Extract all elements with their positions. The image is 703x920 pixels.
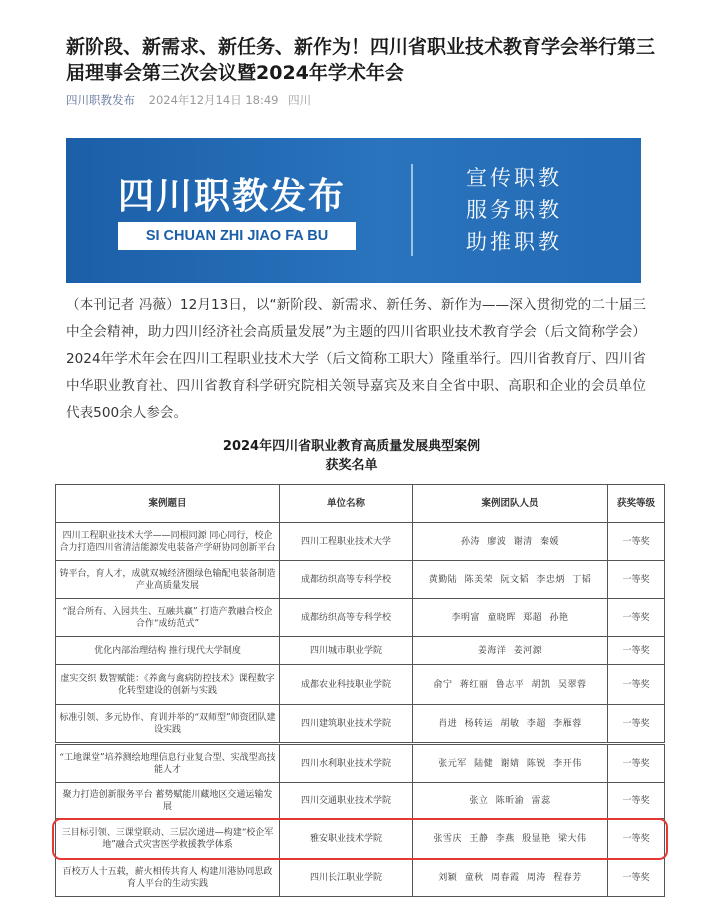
article-body: （本刊记者 冯薇）12月13日，以“新阶段、新需求、新任务、新作为——深入贯彻党的二十届三中全会精神，助力四川经济社会高质量发展”为主题的四川省职业技术教育学会（后文简称学会）2024年学术年会在四川工程职业技术大学（后文简称工职大）隆重举行。四川省教育厅、四川省中华职业教育社、四川省教育科学研究院相关领导嘉宾及来自全省中职、高职和企业的会员单位代表500余人参会。: [66, 297, 646, 421]
table-header-row: [56, 485, 665, 523]
article-title: 新阶段、新需求、新任务、新作为！四川省职业技术教育学会举行第三届理事会第三次会议暨2024年学术年会: [66, 36, 656, 84]
case-title-cell: 优化内部治理结构 推行现代大学制度: [56, 637, 280, 665]
table-row: [56, 561, 665, 599]
table-title-line: 2024年四川省职业教育高质量发展典型案例: [222, 439, 481, 454]
banner-slogan: 宣传职教: [466, 166, 562, 190]
case-title-cell: 聚力打造创新服务平台 蓄势赋能川藏地区交通运输发展: [56, 783, 280, 819]
award-cell: 一等奖: [608, 561, 665, 599]
case-title-cell: 标准引领、多元协作、育训并举的“双师型”师资团队建设实践: [56, 705, 280, 743]
banner-slogan: 助推职教: [466, 230, 562, 254]
unit-cell: 四川工程职业技术大学: [280, 523, 413, 561]
award-cell: 一等奖: [608, 745, 665, 783]
team-cell: 张立 陈昕渝 雷蕊: [413, 783, 608, 819]
banner-divider: [411, 164, 413, 256]
unit-cell: 成都纺织高等专科学校: [280, 599, 413, 637]
team-cell: 姜海洋 姜河源: [413, 637, 608, 665]
case-title-cell: 百校万人十五载，薪火相传共育人 构建川港协同思政育人平台的生动实践: [56, 859, 280, 897]
banner-pinyin: SI CHUAN ZHI JIAO FA BU: [118, 222, 356, 250]
header-case-title: 案例题目: [56, 485, 280, 523]
team-cell: 刘颖 童秋 周春霞 周涛 程春芳: [413, 859, 608, 897]
case-title-cell: 铸平台，育人才，成就双城经济圈绿色输配电装备制造产业高质量发展: [56, 561, 280, 599]
banner-slogan: 服务职教: [466, 198, 562, 222]
unit-cell: 四川建筑职业技术学院: [280, 705, 413, 743]
team-cell: 张雪庆 王静 李燕 殷显艳 梁大伟: [413, 819, 608, 859]
highlight-box: [52, 818, 668, 860]
table-row: [56, 745, 665, 783]
unit-cell: 四川交通职业技术学院: [280, 783, 413, 819]
awards-table-top: [55, 484, 665, 743]
table-row: [56, 599, 665, 637]
unit-cell: 四川水利职业技术学院: [280, 745, 413, 783]
award-cell: 一等奖: [608, 599, 665, 637]
source-link[interactable]: 四川职教发布: [66, 93, 135, 107]
case-title-cell: “工地课堂”培养测绘地理信息行业复合型、实战型高技能人才: [56, 745, 280, 783]
case-title-cell: 四川工程职业技术大学——同根同源 同心同行，校企合力打造四川省清洁能源发电装备产学研协同创新平台: [56, 523, 280, 561]
header-team: 案例团队人员: [413, 485, 608, 523]
team-cell: 肖进 杨转运 胡敏 李超 李雁蓉: [413, 705, 608, 743]
team-cell: 张元军 陆健 谢婧 陈锐 李开伟: [413, 745, 608, 783]
banner-slogans: [466, 162, 562, 258]
team-cell: 俞宁 蒋红丽 鲁志平 胡凯 吴翠蓉: [413, 665, 608, 705]
award-cell: 一等奖: [608, 637, 665, 665]
unit-cell: 四川长江职业学院: [280, 859, 413, 897]
table-row: [56, 523, 665, 561]
unit-cell: 成都农业科技职业学院: [280, 665, 413, 705]
award-cell: 一等奖: [608, 705, 665, 743]
header-unit: 单位名称: [280, 485, 413, 523]
award-cell: 一等奖: [608, 665, 665, 705]
table-row: [56, 665, 665, 705]
award-cell: 一等奖: [608, 783, 665, 819]
publish-date: 2024年12月14日 18:49: [148, 93, 279, 107]
banner-image: [66, 138, 641, 283]
publish-location: 四川: [288, 93, 312, 107]
banner-name: 四川职教发布: [118, 176, 347, 217]
table-row: [56, 859, 665, 897]
table-row: [56, 637, 665, 665]
team-cell: 黄勤陆 陈美荣 阮文韬 李忠炳 丁韬: [413, 561, 608, 599]
award-cell: 一等奖: [608, 523, 665, 561]
unit-cell: 四川城市职业学院: [280, 637, 413, 665]
header-award: 获奖等级: [608, 485, 665, 523]
table-title: [0, 437, 703, 475]
table-row: [56, 783, 665, 819]
table-subtitle: 获奖名单: [325, 458, 378, 473]
unit-cell: 雅安职业技术学院: [280, 819, 413, 859]
case-title-cell: 三目标引领、三课堂联动、三层次递进—构建“校企军地”融合式灾害医学救援教学体系: [56, 819, 280, 859]
team-cell: 孙涛 廖波 谢清 秦媛: [413, 523, 608, 561]
table-row: [56, 705, 665, 743]
article-meta: [66, 92, 317, 108]
award-cell: 一等奖: [608, 859, 665, 897]
unit-cell: 成都纺织高等专科学校: [280, 561, 413, 599]
case-title-cell: “混合所有、入园共生、互融共赢” 打造产教融合校企合作“成纺范式”: [56, 599, 280, 637]
award-cell: 一等奖: [608, 819, 665, 859]
case-title-cell: 虚实交织 数智赋能：《养禽与禽病防控技术》课程数字化转型建设的创新与实践: [56, 665, 280, 705]
team-cell: 李明富 童晓晖 郑超 孙艳: [413, 599, 608, 637]
